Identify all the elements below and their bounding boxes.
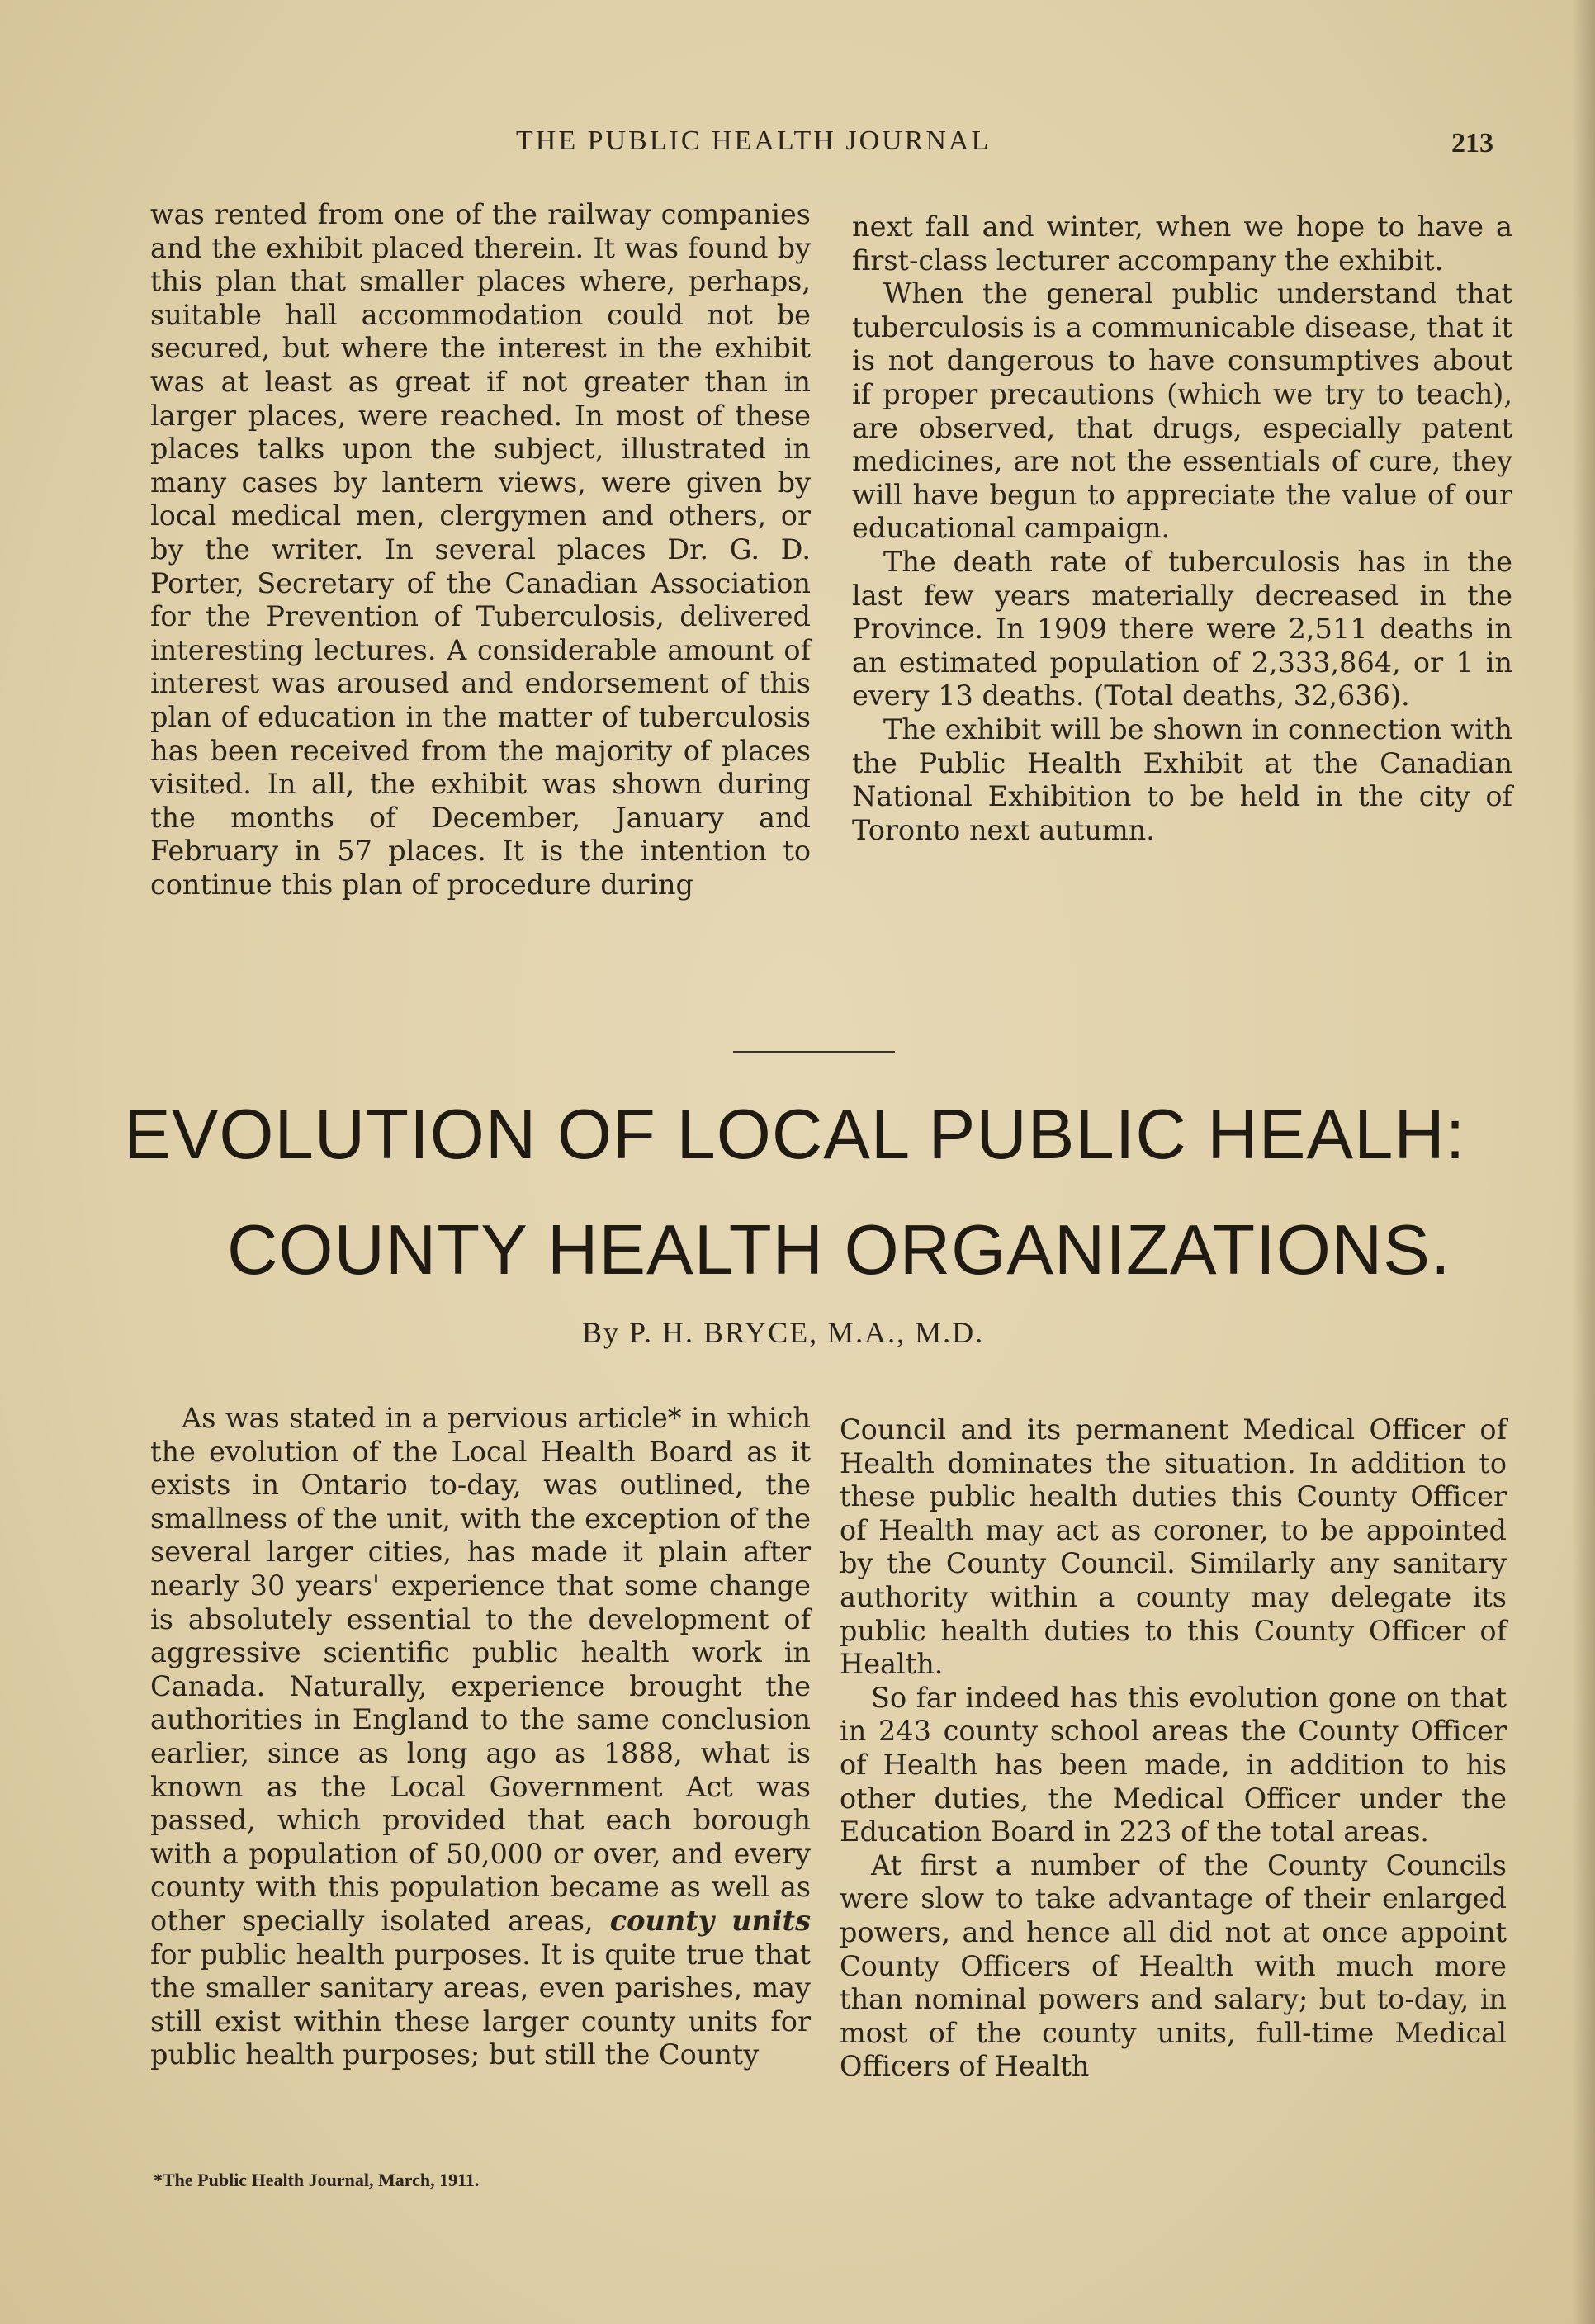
article-left-column <box>150 1402 811 2072</box>
footnote: *The Public Health Journal, March, 1911. <box>154 2170 480 2190</box>
byline: By P. H. BRYCE, M.A., M.D. <box>582 1316 985 1349</box>
page-edge-shadow <box>1572 0 1595 2324</box>
article-title-line-2: COUNTY HEALTH ORGANIZATIONS. <box>227 1211 1451 1290</box>
section-divider <box>733 1051 895 1053</box>
article-title-line-1: EVOLUTION OF LOCAL PUBLIC HEALH: <box>124 1096 1466 1174</box>
page-number: 213 <box>1451 128 1493 159</box>
paragraph: next fall and winter, when we hope to have a first-class lecturer accompany the exhibit. <box>852 211 1512 277</box>
text-run: for public health purposes. It is quite true that the smaller sanitary areas, even parishes, may still exist within these larger county units for public health purposes; but still the County <box>150 1938 811 2071</box>
running-head: THE PUBLIC HEALTH JOURNAL <box>516 125 992 156</box>
article-right-column <box>840 1413 1507 2084</box>
paragraph: When the general public understand that tuberculosis is a communicable disease, that it is not dangerous to have consumptives about if proper precautions (which we try to teach), are observed, that drugs, especially patent medicines, are not the essentials of cure, they will have begun to appreciate the value of our educational campaign. <box>852 277 1512 545</box>
continued-article-right-column <box>852 211 1512 847</box>
paragraph: The exhibit will be shown in connection with the Public Health Exhibit at the Canadian National Exhibition to be held in the city of Toronto next autumn. <box>852 712 1512 846</box>
paragraph: At first a number of the County Councils were slow to take advantage of their enlarged powers, and hence all did not at once appoint County Officers of Health with much more than nominal powers and salary; but to-day, in most of the county units, full-time Medical Officers of Health <box>840 1848 1507 2083</box>
italic-term: county units <box>609 1904 811 1937</box>
text-run: As was stated in a pervious article* in which the evolution of the Local Health Board as it exists in Ontario to-day, was outlined, the smallness of the unit, with the exception of the several larger cities, has made it plain after nearly 30 years' experience that some change is absolutely essential to the development of aggressive scientific public health work in Canada. Naturally, experience brought the authorities in England to the same conclusion earlier, since as long ago as 1888, what is known as the Local Government Act was passed, which provided that each borough with a population of 50,000 or over, and every county with this population became as well as other specially isolated areas, <box>150 1402 811 1937</box>
paragraph: Council and its permanent Medical Officer of Health dominates the situation. In addition to these public health duties this County Officer of Health may act as coroner, to be appointed by the County Council. Similarly any sanitary authority within a county may delegate its public health duties to this County Officer of Health. <box>840 1413 1507 1681</box>
paragraph: The death rate of tuberculosis has in the last few years materially decreased in the Province. In 1909 there were 2,511 deaths in an estimated population of 2,333,864, or 1 in every 13 deaths. (Total deaths, 32,636). <box>852 545 1512 712</box>
continued-article-left-column <box>150 198 811 902</box>
paragraph <box>150 1402 811 2072</box>
paragraph: was rented from one of the railway companies and the exhibit placed therein. It was found by this plan that smaller places where, perhaps, suitable hall accommodation could not be secured, but where the interest in the exhibit was at least as great if not greater than in larger places, were reached. In most of these places talks upon the subject, illustrated in many cases by lantern views, were given by local medical men, clergymen and others, or by the writer. In several places Dr. G. D. Porter, Secretary of the Canadian Association for the Prevention of Tuberculosis, delivered interesting lectures. A considerable amount of interest was aroused and endorsement of this plan of education in the matter of tuberculosis has been received from the majority of places visited. In all, the exhibit was shown during the months of December, January and February in 57 places. It is the intention to continue this plan of procedure during <box>150 198 811 901</box>
paragraph: So far indeed has this evolution gone on that in 243 county school areas the County Officer of Health has been made, in addition to his other duties, the Medical Officer under the Education Board in 223 of the total areas. <box>840 1681 1507 1848</box>
